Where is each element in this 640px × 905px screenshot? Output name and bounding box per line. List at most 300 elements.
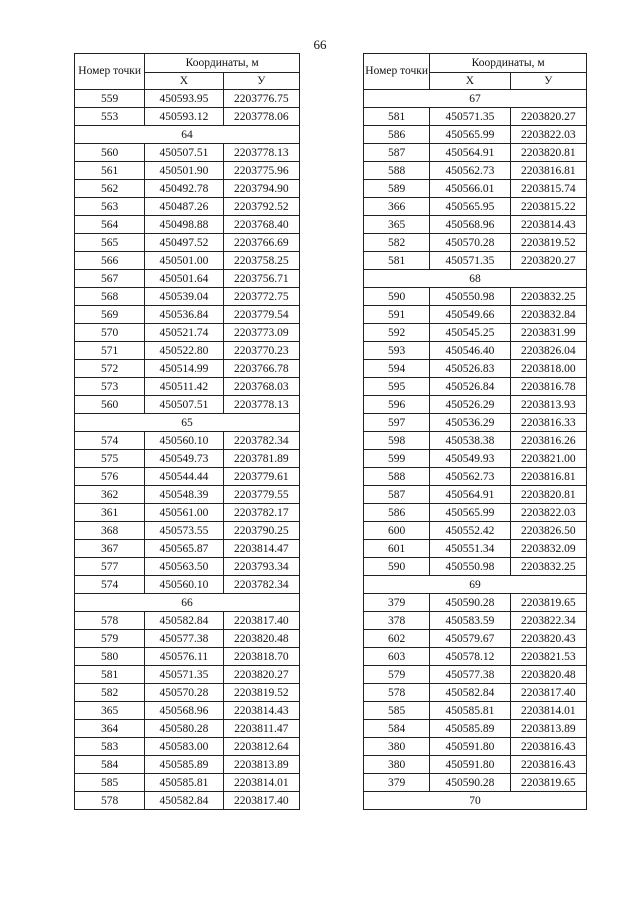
table-row (75, 792, 300, 810)
point-number: 367 (75, 540, 145, 558)
section-number: 64 (75, 126, 300, 144)
x-coordinate: 450591.80 (430, 738, 510, 756)
table-row (75, 288, 300, 306)
point-number: 579 (364, 666, 430, 684)
y-coordinate: 2203778.13 (223, 396, 299, 414)
point-number: 591 (364, 306, 430, 324)
table-row (75, 504, 300, 522)
x-coordinate: 450577.38 (430, 666, 510, 684)
page-number: 66 (313, 37, 327, 52)
table-row (364, 738, 587, 756)
table-row (75, 162, 300, 180)
table-row (364, 450, 587, 468)
x-coordinate: 450501.90 (145, 162, 223, 180)
x-coordinate: 450562.73 (430, 468, 510, 486)
x-coordinate: 450593.95 (145, 90, 223, 108)
x-coordinate: 450571.35 (430, 252, 510, 270)
point-number: 586 (364, 126, 430, 144)
section-number: 65 (75, 414, 300, 432)
section-number: 69 (364, 576, 587, 594)
point-number: 580 (75, 648, 145, 666)
x-coordinate: 450576.11 (145, 648, 223, 666)
coordinates-header: Координаты, м (145, 54, 300, 73)
y-coordinate: 2203814.01 (510, 702, 586, 720)
y-coordinate: 2203815.74 (510, 180, 586, 198)
table-row (75, 576, 300, 594)
table-row (364, 774, 587, 792)
y-coordinate: 2203817.40 (223, 792, 299, 810)
section-row (364, 270, 587, 288)
x-coordinate: 450551.34 (430, 540, 510, 558)
x-coordinate: 450501.00 (145, 252, 223, 270)
table-row (75, 450, 300, 468)
y-coordinate: 2203816.26 (510, 432, 586, 450)
table-row (75, 198, 300, 216)
point-number: 368 (75, 522, 145, 540)
x-coordinate: 450582.84 (145, 612, 223, 630)
x-coordinate: 450538.38 (430, 432, 510, 450)
y-coordinate: 2203832.25 (510, 288, 586, 306)
y-coordinate: 2203816.43 (510, 738, 586, 756)
point-number: 581 (364, 108, 430, 126)
table-row (75, 144, 300, 162)
point-number: 567 (75, 270, 145, 288)
x-coordinate: 450571.35 (145, 666, 223, 684)
x-coordinate: 450565.87 (145, 540, 223, 558)
table-row (364, 234, 587, 252)
x-coordinate: 450492.78 (145, 180, 223, 198)
x-coordinate: 450545.25 (430, 324, 510, 342)
x-coordinate: 450548.39 (145, 486, 223, 504)
table-row (364, 432, 587, 450)
y-coordinate: 2203818.70 (223, 648, 299, 666)
y-coordinate: 2203811.47 (223, 720, 299, 738)
point-number: 597 (364, 414, 430, 432)
x-coordinate: 450507.51 (145, 396, 223, 414)
x-coordinate: 450487.26 (145, 198, 223, 216)
section-number: 67 (364, 90, 587, 108)
table-row (364, 108, 587, 126)
x-coordinate: 450580.28 (145, 720, 223, 738)
point-number: 561 (75, 162, 145, 180)
x-coordinate: 450536.29 (430, 414, 510, 432)
point-number: 595 (364, 378, 430, 396)
y-coordinate: 2203813.89 (223, 756, 299, 774)
x-coordinate: 450585.81 (145, 774, 223, 792)
table-row (75, 720, 300, 738)
point-number: 588 (364, 468, 430, 486)
x-header: Х (430, 73, 510, 90)
table-row (75, 432, 300, 450)
point-number: 577 (75, 558, 145, 576)
point-number: 589 (364, 180, 430, 198)
y-coordinate: 2203792.52 (223, 198, 299, 216)
point-number: 603 (364, 648, 430, 666)
table-row (364, 702, 587, 720)
x-coordinate: 450536.84 (145, 306, 223, 324)
point-number: 581 (364, 252, 430, 270)
x-coordinate: 450568.96 (430, 216, 510, 234)
table-row (364, 162, 587, 180)
point-number: 575 (75, 450, 145, 468)
y-coordinate: 2203831.99 (510, 324, 586, 342)
table-row (75, 180, 300, 198)
coordinates-header: Координаты, м (430, 54, 587, 73)
y-coordinate: 2203768.03 (223, 378, 299, 396)
point-number: 562 (75, 180, 145, 198)
x-coordinate: 450570.28 (430, 234, 510, 252)
y-coordinate: 2203819.52 (510, 234, 586, 252)
point-number: 585 (364, 702, 430, 720)
y-coordinate: 2203822.03 (510, 504, 586, 522)
y-coordinate: 2203816.78 (510, 378, 586, 396)
y-coordinate: 2203820.48 (510, 666, 586, 684)
y-coordinate: 2203766.78 (223, 360, 299, 378)
x-coordinate: 450550.98 (430, 558, 510, 576)
point-number: 601 (364, 540, 430, 558)
y-header: У (510, 73, 586, 90)
section-number: 70 (364, 792, 587, 810)
x-coordinate: 450564.91 (430, 486, 510, 504)
y-coordinate: 2203820.81 (510, 486, 586, 504)
x-coordinate: 450526.83 (430, 360, 510, 378)
y-coordinate: 2203813.89 (510, 720, 586, 738)
y-coordinate: 2203821.00 (510, 450, 586, 468)
y-coordinate: 2203826.50 (510, 522, 586, 540)
x-coordinate: 450564.91 (430, 144, 510, 162)
point-number: 582 (75, 684, 145, 702)
point-number: 364 (75, 720, 145, 738)
table-row (364, 648, 587, 666)
section-row (75, 414, 300, 432)
x-coordinate: 450578.12 (430, 648, 510, 666)
point-number: 379 (364, 774, 430, 792)
table-row (75, 666, 300, 684)
point-number-header: Номер точки (75, 54, 145, 90)
table-row (75, 774, 300, 792)
y-coordinate: 2203826.04 (510, 342, 586, 360)
point-number: 596 (364, 396, 430, 414)
coordinates-table-left (74, 53, 300, 810)
table-row (364, 306, 587, 324)
point-number: 380 (364, 738, 430, 756)
y-coordinate: 2203779.55 (223, 486, 299, 504)
y-coordinate: 2203756.71 (223, 270, 299, 288)
y-coordinate: 2203820.27 (510, 108, 586, 126)
table-row (75, 486, 300, 504)
table-row (364, 666, 587, 684)
table-row (364, 288, 587, 306)
point-number: 594 (364, 360, 430, 378)
table-row (364, 126, 587, 144)
y-coordinate: 2203816.81 (510, 162, 586, 180)
y-coordinate: 2203813.93 (510, 396, 586, 414)
x-coordinate: 450568.96 (145, 702, 223, 720)
table-row (75, 684, 300, 702)
point-number: 553 (75, 108, 145, 126)
y-coordinate: 2203770.23 (223, 342, 299, 360)
x-coordinate: 450522.80 (145, 342, 223, 360)
x-coordinate: 450565.99 (430, 504, 510, 522)
point-number: 578 (364, 684, 430, 702)
table-row (364, 612, 587, 630)
y-coordinate: 2203817.40 (223, 612, 299, 630)
x-coordinate: 450501.64 (145, 270, 223, 288)
point-number: 573 (75, 378, 145, 396)
point-number: 578 (75, 612, 145, 630)
point-number: 378 (364, 612, 430, 630)
table-row (75, 108, 300, 126)
table-row (364, 630, 587, 648)
y-coordinate: 2203820.48 (223, 630, 299, 648)
x-coordinate: 450585.81 (430, 702, 510, 720)
point-number: 576 (75, 468, 145, 486)
x-coordinate: 450583.59 (430, 612, 510, 630)
table-row (75, 252, 300, 270)
y-coordinate: 2203781.89 (223, 450, 299, 468)
x-coordinate: 450498.88 (145, 216, 223, 234)
point-number: 582 (364, 234, 430, 252)
table-row (364, 252, 587, 270)
x-coordinate: 450565.95 (430, 198, 510, 216)
point-number: 564 (75, 216, 145, 234)
table-row (75, 216, 300, 234)
x-coordinate: 450544.44 (145, 468, 223, 486)
table-row (75, 234, 300, 252)
table-row (75, 360, 300, 378)
table-row (364, 360, 587, 378)
x-coordinate: 450526.29 (430, 396, 510, 414)
point-number: 568 (75, 288, 145, 306)
point-number: 366 (364, 198, 430, 216)
point-number: 600 (364, 522, 430, 540)
y-coordinate: 2203790.25 (223, 522, 299, 540)
point-number: 365 (75, 702, 145, 720)
x-coordinate: 450550.98 (430, 288, 510, 306)
y-coordinate: 2203814.43 (510, 216, 586, 234)
x-coordinate: 450552.42 (430, 522, 510, 540)
y-coordinate: 2203819.65 (510, 774, 586, 792)
y-coordinate: 2203782.34 (223, 576, 299, 594)
x-coordinate: 450579.67 (430, 630, 510, 648)
table-row (364, 180, 587, 198)
point-number: 365 (364, 216, 430, 234)
table-row (75, 378, 300, 396)
table-row (364, 522, 587, 540)
table-row (364, 684, 587, 702)
section-row (364, 576, 587, 594)
x-coordinate: 450585.89 (145, 756, 223, 774)
y-coordinate: 2203776.75 (223, 90, 299, 108)
table-row (75, 612, 300, 630)
table-row (75, 342, 300, 360)
x-coordinate: 450591.80 (430, 756, 510, 774)
x-coordinate: 450571.35 (430, 108, 510, 126)
table-row (75, 738, 300, 756)
x-coordinate: 450566.01 (430, 180, 510, 198)
point-number: 585 (75, 774, 145, 792)
table-row (75, 306, 300, 324)
y-coordinate: 2203814.47 (223, 540, 299, 558)
y-coordinate: 2203819.52 (223, 684, 299, 702)
table-row (75, 702, 300, 720)
point-number: 592 (364, 324, 430, 342)
table-row (75, 648, 300, 666)
point-number: 590 (364, 288, 430, 306)
table-row (364, 198, 587, 216)
section-row (75, 126, 300, 144)
point-number: 574 (75, 432, 145, 450)
table-row (75, 270, 300, 288)
point-number: 579 (75, 630, 145, 648)
table-row (75, 522, 300, 540)
y-coordinate: 2203822.03 (510, 126, 586, 144)
y-coordinate: 2203758.25 (223, 252, 299, 270)
table-row (364, 378, 587, 396)
y-coordinate: 2203818.00 (510, 360, 586, 378)
point-number: 574 (75, 576, 145, 594)
x-coordinate: 450539.04 (145, 288, 223, 306)
point-number: 570 (75, 324, 145, 342)
point-number: 584 (364, 720, 430, 738)
x-coordinate: 450570.28 (145, 684, 223, 702)
table-row (75, 756, 300, 774)
x-header: Х (145, 73, 223, 90)
x-coordinate: 450521.74 (145, 324, 223, 342)
y-coordinate: 2203820.81 (510, 144, 586, 162)
table-row (364, 324, 587, 342)
point-number: 581 (75, 666, 145, 684)
y-coordinate: 2203779.61 (223, 468, 299, 486)
y-coordinate: 2203814.43 (223, 702, 299, 720)
point-number: 578 (75, 792, 145, 810)
point-number: 583 (75, 738, 145, 756)
x-coordinate: 450593.12 (145, 108, 223, 126)
point-number: 560 (75, 144, 145, 162)
table-row (364, 540, 587, 558)
y-coordinate: 2203821.53 (510, 648, 586, 666)
y-coordinate: 2203820.27 (223, 666, 299, 684)
table-row (75, 90, 300, 108)
y-coordinate: 2203766.69 (223, 234, 299, 252)
y-coordinate: 2203768.40 (223, 216, 299, 234)
y-coordinate: 2203782.17 (223, 504, 299, 522)
x-coordinate: 450577.38 (145, 630, 223, 648)
table-row (75, 396, 300, 414)
y-coordinate: 2203816.81 (510, 468, 586, 486)
x-coordinate: 450562.73 (430, 162, 510, 180)
point-number: 563 (75, 198, 145, 216)
y-coordinate: 2203778.13 (223, 144, 299, 162)
point-number: 566 (75, 252, 145, 270)
x-coordinate: 450511.42 (145, 378, 223, 396)
table-row (364, 594, 587, 612)
point-number: 584 (75, 756, 145, 774)
point-number: 571 (75, 342, 145, 360)
point-number: 598 (364, 432, 430, 450)
point-number: 588 (364, 162, 430, 180)
x-coordinate: 450497.52 (145, 234, 223, 252)
y-coordinate: 2203814.01 (223, 774, 299, 792)
section-row (364, 792, 587, 810)
point-number: 593 (364, 342, 430, 360)
table-row (364, 216, 587, 234)
table-row (364, 468, 587, 486)
point-number-header: Номер точки (364, 54, 430, 90)
x-coordinate: 450560.10 (145, 432, 223, 450)
x-coordinate: 450546.40 (430, 342, 510, 360)
point-number: 559 (75, 90, 145, 108)
y-coordinate: 2203817.40 (510, 684, 586, 702)
point-number: 565 (75, 234, 145, 252)
table-row (364, 144, 587, 162)
x-coordinate: 450590.28 (430, 594, 510, 612)
table-row (364, 486, 587, 504)
y-coordinate: 2203773.09 (223, 324, 299, 342)
y-coordinate: 2203815.22 (510, 198, 586, 216)
y-coordinate: 2203820.27 (510, 252, 586, 270)
point-number: 587 (364, 486, 430, 504)
y-coordinate: 2203793.34 (223, 558, 299, 576)
point-number: 362 (75, 486, 145, 504)
x-coordinate: 450585.89 (430, 720, 510, 738)
x-coordinate: 450582.84 (430, 684, 510, 702)
section-row (364, 90, 587, 108)
x-coordinate: 450526.84 (430, 378, 510, 396)
y-coordinate: 2203819.65 (510, 594, 586, 612)
table-row (75, 468, 300, 486)
x-coordinate: 450563.50 (145, 558, 223, 576)
y-coordinate: 2203816.43 (510, 756, 586, 774)
x-coordinate: 450549.66 (430, 306, 510, 324)
y-coordinate: 2203772.75 (223, 288, 299, 306)
table-row (364, 504, 587, 522)
point-number: 602 (364, 630, 430, 648)
x-coordinate: 450507.51 (145, 144, 223, 162)
x-coordinate: 450549.73 (145, 450, 223, 468)
y-coordinate: 2203820.43 (510, 630, 586, 648)
coordinates-table-right (363, 53, 587, 810)
section-row (75, 594, 300, 612)
y-coordinate: 2203775.96 (223, 162, 299, 180)
y-coordinate: 2203832.25 (510, 558, 586, 576)
table-row (364, 756, 587, 774)
section-number: 68 (364, 270, 587, 288)
y-coordinate: 2203822.34 (510, 612, 586, 630)
table-row (75, 324, 300, 342)
point-number: 572 (75, 360, 145, 378)
point-number: 560 (75, 396, 145, 414)
y-coordinate: 2203778.06 (223, 108, 299, 126)
x-coordinate: 450560.10 (145, 576, 223, 594)
table-row (364, 342, 587, 360)
table-row (364, 396, 587, 414)
point-number: 590 (364, 558, 430, 576)
table-row (364, 414, 587, 432)
x-coordinate: 450590.28 (430, 774, 510, 792)
point-number: 361 (75, 504, 145, 522)
y-header: У (223, 73, 299, 90)
y-coordinate: 2203812.64 (223, 738, 299, 756)
x-coordinate: 450561.00 (145, 504, 223, 522)
table-row (364, 720, 587, 738)
x-coordinate: 450573.55 (145, 522, 223, 540)
point-number: 587 (364, 144, 430, 162)
table-row (75, 540, 300, 558)
y-coordinate: 2203816.33 (510, 414, 586, 432)
x-coordinate: 450549.93 (430, 450, 510, 468)
y-coordinate: 2203832.09 (510, 540, 586, 558)
